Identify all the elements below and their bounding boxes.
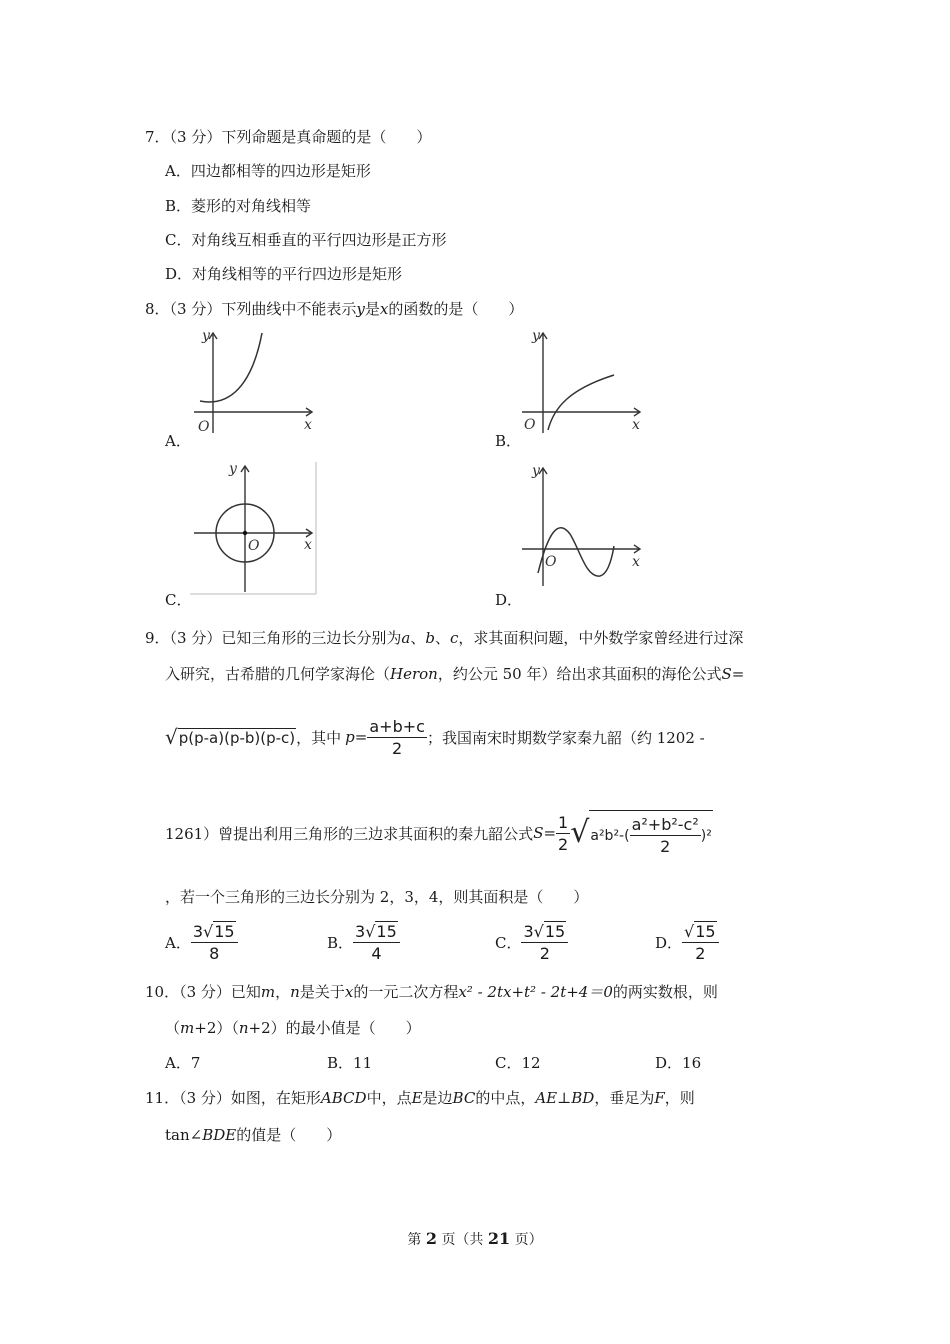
fraction-numerator: a+b+c [369,716,425,736]
option-d [165,263,402,284]
option-label: C． [495,1054,522,1072]
option-fraction [353,922,400,963]
question-text: ，求其面积问题，中外数学家曾经进行过深 [458,629,744,647]
graph-d [518,458,648,588]
variable-x: x [344,983,354,1001]
equals-sign: = [543,824,557,842]
point-e: E [411,1089,423,1107]
axis-label-y: y [532,463,540,479]
question-8-stem [145,298,523,319]
question-text: 的中点， [475,1089,536,1107]
perpendicular-symbol: ⊥ [557,1089,572,1107]
separator: 、 [410,629,426,647]
variable-x: x [379,300,389,318]
coefficient: 3 [523,921,534,941]
coefficient: 3 [192,921,204,941]
question-text: ；我国南宋时期数学家秦九韶（约 1202 - [426,728,705,747]
option-d [655,1052,701,1073]
option-c-label: C． [165,591,192,609]
radicand: 15 [214,921,235,941]
option-value: 16 [682,1054,702,1072]
option-value: 11 [353,1054,373,1072]
question-7-stem [145,126,431,147]
question-11-line-1 [145,1087,695,1108]
question-number: 8． [145,300,170,318]
origin-label: O [524,417,536,433]
question-text: 已知 [230,983,261,1001]
axis-label-x: x [304,537,312,553]
question-9-line-1 [145,627,743,648]
tangent-expression: tan∠ [165,1126,203,1144]
graph-c [190,458,320,598]
axis-label-x: x [632,554,640,570]
option-b [327,1052,372,1073]
question-text: ，垂足为 [594,1089,655,1107]
option-text: 对角线相等的平行四边形是矩形 [192,265,403,283]
fraction-numerator: a²+b²-c² [631,815,699,834]
question-9-line-2 [165,663,744,684]
option-b [327,918,400,966]
option-d-label: D． [495,591,523,609]
variable-b: b [425,629,435,647]
fraction-numerator: 1 [558,812,569,832]
question-text: 下列曲线中不能表示 [221,300,357,318]
heron-radicand: p(p-a)(p-b)(p-c) [178,728,296,747]
variable-m: m [260,983,276,1001]
radical-sign: √ [684,921,695,941]
option-text: 四边都相等的四边形是矩形 [190,162,371,180]
question-9-line-4 [165,806,713,860]
question-text: 中，点 [366,1089,412,1107]
question-number: 7． [145,128,170,146]
radicand-part: a²b²-( [590,827,630,844]
option-fraction [682,922,719,963]
axis-label-x: x [304,417,312,433]
option-label: A． [165,1054,191,1072]
option-label: B． [327,933,354,952]
graph-b [518,325,648,435]
option-c [165,229,447,250]
sqrt-curve [548,375,614,430]
fraction-denominator: 2 [558,834,569,854]
axis-label-x: x [632,417,640,433]
equals-sign: = [354,728,368,746]
segment-ae: AE [535,1089,558,1107]
question-text: 的值是（ ） [236,1126,342,1144]
question-score: （3 分） [169,629,222,647]
radicand: 15 [544,921,566,941]
fraction-denominator: 2 [539,943,550,963]
total-pages: 21 [487,1229,511,1248]
expression-text: +2）（ [194,1019,239,1037]
option-c [495,918,568,966]
radical-sign: √ [533,921,544,941]
question-text: 1261）曾提出利用三角形的三边求其面积的秦九韶公式 [165,824,534,843]
option-label: D． [165,265,193,283]
option-a [165,160,371,181]
option-label: D． [655,1054,683,1072]
qin-radicand [589,810,712,856]
coefficient: 3 [355,921,366,941]
question-text: 如图，在矩形 [230,1089,321,1107]
option-label: A． [165,933,191,952]
option-label: A． [165,162,191,180]
variable-c: c [449,629,459,647]
option-label: B． [165,197,192,215]
question-score: （3 分） [169,128,222,146]
axis-label-y: y [532,328,540,344]
variable-n: n [290,983,300,1001]
heron-name: Heron [390,665,438,683]
option-b [165,195,311,216]
fraction-denominator: 2 [392,738,403,758]
question-text: ，则 [664,1089,695,1107]
segment-bd: BD [571,1089,595,1107]
quadratic-equation: x² - 2tx+t² - 2t+4＝0 [458,983,613,1001]
question-score: （3 分） [179,983,231,1001]
question-10-line-2 [165,1017,421,1038]
option-label: B． [327,1054,354,1072]
variable-n: n [238,1019,249,1037]
paren: （ [165,1019,181,1037]
fraction-denominator: 2 [695,943,706,963]
question-text: 已知三角形的三边长分别为 [221,629,402,647]
origin-label: O [198,419,210,435]
radicand: 15 [695,921,716,941]
question-9-line-5: ，若一个三角形的三边长分别为 2，3，4，则其面积是（ ） [165,888,589,906]
option-d [655,918,719,966]
radical-sign: √ [570,815,590,850]
center-dot [243,531,247,535]
question-text: ，其中 [296,728,342,747]
separator: 、 [434,629,450,647]
footer-text: 第 [407,1232,422,1248]
option-text: 菱形的对角线相等 [191,197,312,215]
rectangle-name: ABCD [320,1089,367,1107]
question-text: 的一元二次方程 [353,983,459,1001]
question-score: （3 分） [169,300,222,318]
half-fraction [556,813,570,854]
inner-fraction [630,815,701,856]
origin-label: O [545,554,557,570]
radicand-part: )² [700,827,712,844]
question-text: +2）的最小值是（ ） [248,1019,421,1037]
footer-text: 页（共 [441,1232,484,1248]
origin-label: O [248,538,260,554]
question-text: 下列命题是真命题的是（ ） [221,128,432,146]
question-10-line-1 [145,981,718,1002]
point-f: F [654,1089,665,1107]
page-number: 2 [425,1229,437,1248]
variable-p: p [345,728,355,746]
option-b-label: B． [495,432,522,450]
radicand: 15 [376,921,397,941]
radical-sign: √ [365,921,376,941]
semi-perimeter-fraction [367,717,427,758]
fraction-denominator: 8 [209,943,220,963]
footer-text: 页） [514,1232,543,1248]
variable-s: S [721,665,732,683]
option-label: C． [165,231,192,249]
option-a-label: A． [165,432,191,450]
question-score: （3 分） [179,1089,231,1107]
question-text: 入研究，古希腊的几何学家海伦（ [165,665,391,683]
question-text: 的两实数根，则 [612,983,718,1001]
question-number: 10． [145,983,180,1001]
option-text: 对角线互相垂直的平行四边形是正方形 [191,231,447,249]
question-number: 11． [145,1089,180,1107]
option-fraction [191,922,238,963]
radical-sign: √ [203,921,214,941]
question-text: 是关于 [299,983,345,1001]
axis-label-y: y [202,328,210,344]
fraction-denominator: 4 [371,943,382,963]
question-text: 的函数的是（ ） [388,300,524,318]
axis-label-y: y [229,461,237,477]
question-text: ，约公元 50 年）给出求其面积的海伦公式 [437,665,722,683]
option-value: 12 [521,1054,541,1072]
option-fraction [521,922,568,963]
page-footer [0,1229,950,1249]
question-11-line-2 [165,1124,341,1145]
angle-bde: BDE [202,1126,237,1144]
variable-y: y [356,300,365,318]
variable-a: a [401,629,411,647]
option-a [165,918,238,966]
separator: ， [275,983,291,1001]
equals-sign: = [731,665,745,683]
option-a [165,1052,200,1073]
question-9-line-3 [165,714,705,760]
graph-a [190,325,320,435]
question-text: 是 [364,300,380,318]
option-label: D． [655,933,683,952]
radical-sign: √ [165,725,178,749]
variable-s: S [533,824,544,842]
variable-m: m [180,1019,195,1037]
option-value: 7 [190,1054,201,1072]
segment-bc: BC [452,1089,476,1107]
fraction-denominator: 2 [660,837,671,856]
question-text: 是边 [422,1089,453,1107]
option-c [495,1052,541,1073]
question-number: 9． [145,629,170,647]
option-label: C． [495,933,522,952]
